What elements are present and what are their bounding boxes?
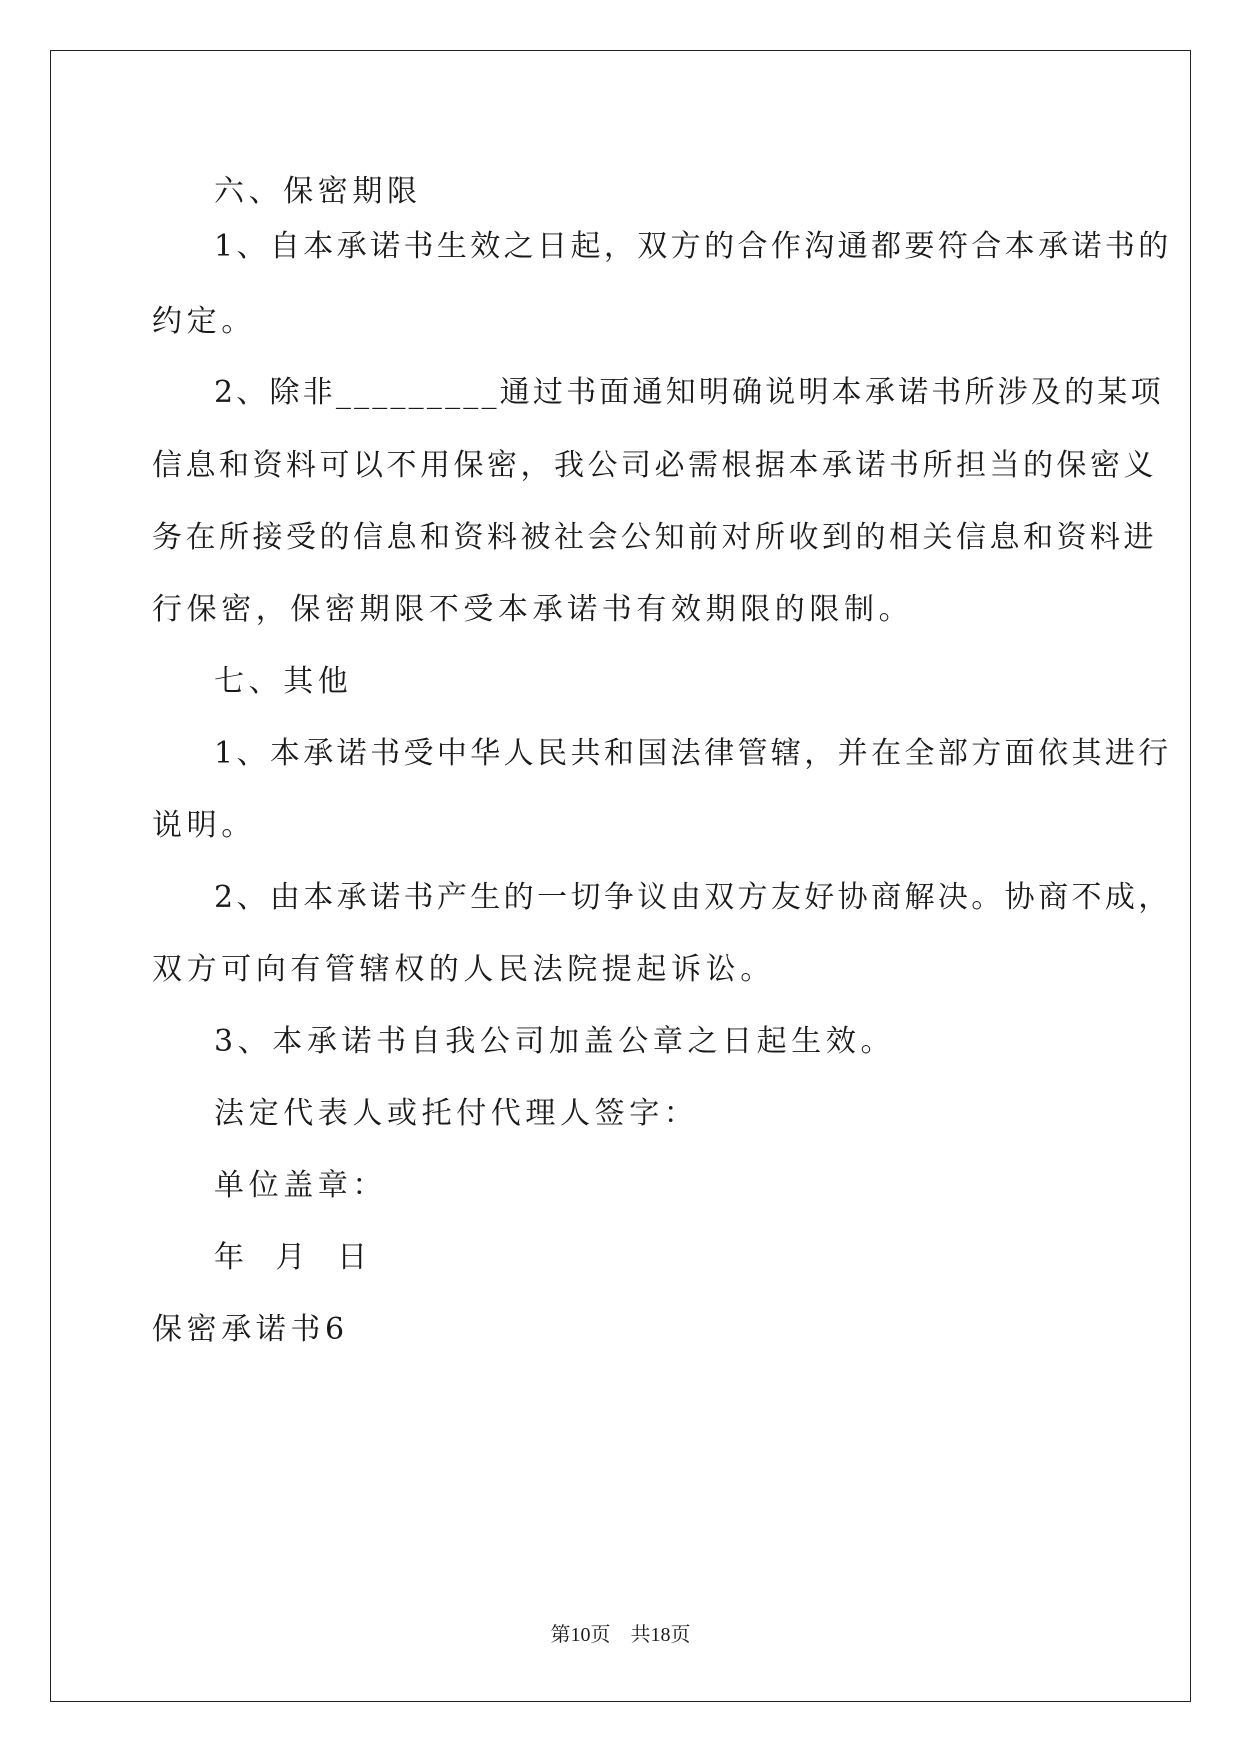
- paragraph-6-2-line-4: 行保密，保密期限不受本承诺书有效期限的限制。: [152, 592, 914, 627]
- signature-date: 年 月 日: [214, 1240, 374, 1275]
- paragraph-6-1-line-2: 约定。: [152, 304, 256, 339]
- paragraph-7-2-line-2: 双方可向有管辖权的人民法院提起诉讼。: [152, 952, 775, 987]
- page-border: [50, 50, 1191, 1702]
- paragraph-6-2-line-3: 务在所接受的信息和资料被社会公知前对所收到的相关信息和资料进: [152, 520, 1157, 555]
- signature-representative: 法定代表人或托付代理人签字：: [214, 1096, 699, 1131]
- paragraph-7-1-line-2: 说明。: [152, 808, 256, 843]
- paragraph-6-1-line-1: 1、自本承诺书生效之日起，双方的合作沟通都要符合本承诺书的: [214, 229, 1172, 264]
- paragraph-6-2-line-1: 2、除非_________通过书面通知明确说明本承诺书所涉及的某项: [214, 375, 1164, 410]
- page-number-footer: 第10页 共18页: [550, 1624, 691, 1646]
- paragraph-7-2-line-1: 2、由本承诺书产生的一切争议由双方友好协商解决。协商不成，: [214, 880, 1172, 915]
- paragraph-7-3: 3、本承诺书自我公司加盖公章之日起生效。: [214, 1024, 896, 1059]
- next-document-title: 保密承诺书6: [152, 1312, 349, 1347]
- section-heading-7: 七、其他: [214, 664, 353, 699]
- signature-seal: 单位盖章：: [214, 1168, 387, 1203]
- paragraph-6-2-line-2: 信息和资料可以不用保密，我公司必需根据本承诺书所担当的保密义: [152, 448, 1157, 483]
- paragraph-7-1-line-1: 1、本承诺书受中华人民共和国法律管辖，并在全部方面依其进行: [214, 736, 1172, 771]
- section-heading-6: 六、保密期限: [214, 174, 422, 209]
